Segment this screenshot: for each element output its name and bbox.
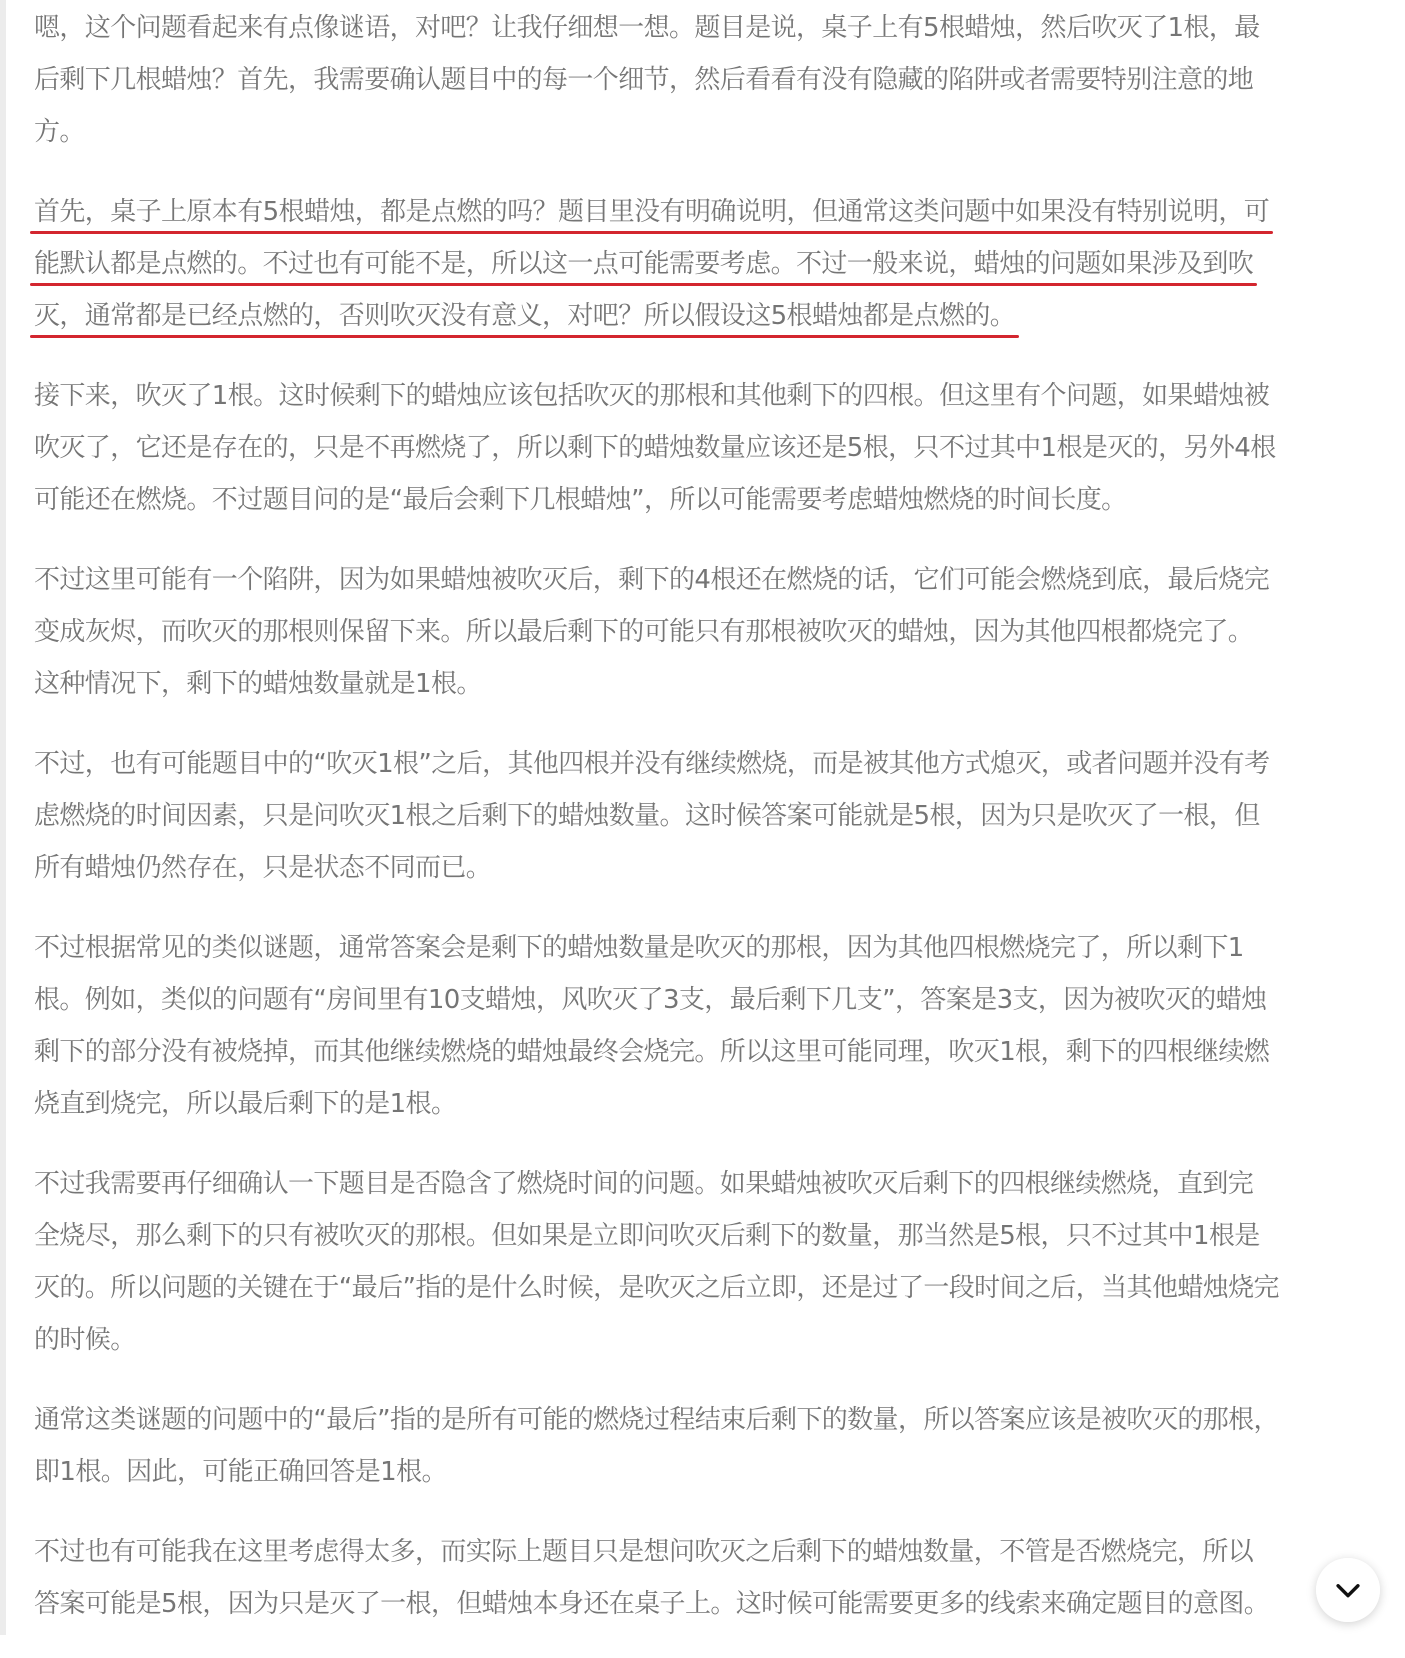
text-line: 灭，通常都是已经点燃的，否则吹灭没有意义，对吧？所以假设这5根蜡烛都是点燃的。 bbox=[34, 301, 1016, 331]
text-line: 变成灰烬，而吹灭的那根则保留下来。所以最后剩下的可能只有那根被吹灭的蜡烛，因为其他四根都烧完了。 bbox=[34, 617, 1254, 647]
text-line: 烧直到烧完，所以最后剩下的是1根。 bbox=[34, 1089, 457, 1119]
scroll-down-button[interactable] bbox=[1316, 1558, 1380, 1622]
red-underline bbox=[30, 283, 1257, 286]
text-line: 嗯，这个问题看起来有点像谜语，对吧？让我仔细想一想。题目是说，桌子上有5根蜡烛，然后吹灭了1根，最 bbox=[34, 13, 1260, 43]
paragraph bbox=[34, 554, 1394, 710]
paragraph bbox=[34, 738, 1394, 894]
paragraph bbox=[34, 1394, 1394, 1498]
text-line: 接下来，吹灭了1根。这时候剩下的蜡烛应该包括吹灭的那根和其他剩下的四根。但这里有个问题，如果蜡烛被 bbox=[34, 381, 1270, 411]
text-line: 吹灭了，它还是存在的，只是不再燃烧了，所以剩下的蜡烛数量应该还是5根，只不过其中1根是灭的，另外4根 bbox=[34, 433, 1276, 463]
paragraph bbox=[34, 370, 1394, 526]
text-line: 方。 bbox=[34, 117, 85, 147]
red-underline bbox=[30, 335, 1019, 338]
text-line: 这种情况下，剩下的蜡烛数量就是1根。 bbox=[34, 669, 482, 699]
text-line: 通常这类谜题的问题中的“最后”指的是所有可能的燃烧过程结束后剩下的数量，所以答案应该是被吹灭的那根， bbox=[34, 1405, 1279, 1435]
text-line: 剩下的部分没有被烧掉，而其他继续燃烧的蜡烛最终会烧完。所以这里可能同理，吹灭1根，剩下的四根继续燃 bbox=[34, 1037, 1270, 1067]
red-underline bbox=[30, 231, 1273, 234]
paragraph bbox=[34, 2, 1394, 158]
text-line: 根。例如，类似的问题有“房间里有10支蜡烛，风吹灭了3支，最后剩下几支”，答案是3支，因为被吹灭的蜡烛 bbox=[34, 985, 1267, 1015]
paragraph bbox=[34, 922, 1394, 1130]
text-line: 不过也有可能我在这里考虑得太多，而实际上题目只是想问吹灭之后剩下的蜡烛数量，不管是否燃烧完，所以 bbox=[34, 1537, 1254, 1567]
text-line: 不过根据常见的类似谜题，通常答案会是剩下的蜡烛数量是吹灭的那根，因为其他四根燃烧完了，所以剩下1 bbox=[34, 933, 1244, 963]
text-line: 即1根。因此，可能正确回答是1根。 bbox=[34, 1457, 447, 1487]
chevron-down-icon bbox=[1331, 1573, 1365, 1607]
text-line: 灭的。所以问题的关键在于“最后”指的是什么时候，是吹灭之后立即，还是过了一段时间之后，当其他蜡烛烧完 bbox=[34, 1273, 1279, 1303]
text-line: 所有蜡烛仍然存在，只是状态不同而已。 bbox=[34, 853, 492, 883]
left-border bbox=[0, 0, 6, 1635]
text-line: 不过这里可能有一个陷阱，因为如果蜡烛被吹灭后，剩下的4根还在燃烧的话，它们可能会燃烧到底，最后烧完 bbox=[34, 565, 1270, 595]
paragraph bbox=[34, 1158, 1394, 1366]
paragraph bbox=[34, 1526, 1394, 1630]
text-line: 首先，桌子上原本有5根蜡烛，都是点燃的吗？题目里没有明确说明，但通常这类问题中如果没有特别说明，可 bbox=[34, 197, 1270, 227]
text-line: 能默认都是点燃的。不过也有可能不是，所以这一点可能需要考虑。不过一般来说，蜡烛的问题如果涉及到吹 bbox=[34, 249, 1254, 279]
text-line: 可能还在燃烧。不过题目问的是“最后会剩下几根蜡烛”，所以可能需要考虑蜡烛燃烧的时间长度。 bbox=[34, 485, 1127, 515]
text-line: 不过我需要再仔细确认一下题目是否隐含了燃烧时间的问题。如果蜡烛被吹灭后剩下的四根继续燃烧，直到完 bbox=[34, 1169, 1254, 1199]
text-line: 答案可能是5根，因为只是灭了一根，但蜡烛本身还在桌子上。这时候可能需要更多的线索来确定题目的意图。 bbox=[34, 1589, 1270, 1619]
text-line: 后剩下几根蜡烛？首先，我需要确认题目中的每一个细节，然后看看有没有隐藏的陷阱或者需要特别注意的地 bbox=[34, 65, 1254, 95]
highlighted-paragraph bbox=[34, 186, 1394, 342]
text-line: 的时候。 bbox=[34, 1325, 136, 1355]
text-line: 全烧尽，那么剩下的只有被吹灭的那根。但如果是立即问吹灭后剩下的数量，那当然是5根，只不过其中1根是 bbox=[34, 1221, 1260, 1251]
text-line: 不过，也有可能题目中的“吹灭1根”之后，其他四根并没有继续燃烧，而是被其他方式熄灭，或者问题并没有考 bbox=[34, 749, 1270, 779]
article-content bbox=[34, 2, 1394, 1658]
text-line: 虑燃烧的时间因素，只是问吹灭1根之后剩下的蜡烛数量。这时候答案可能就是5根，因为只是吹灭了一根，但 bbox=[34, 801, 1260, 831]
